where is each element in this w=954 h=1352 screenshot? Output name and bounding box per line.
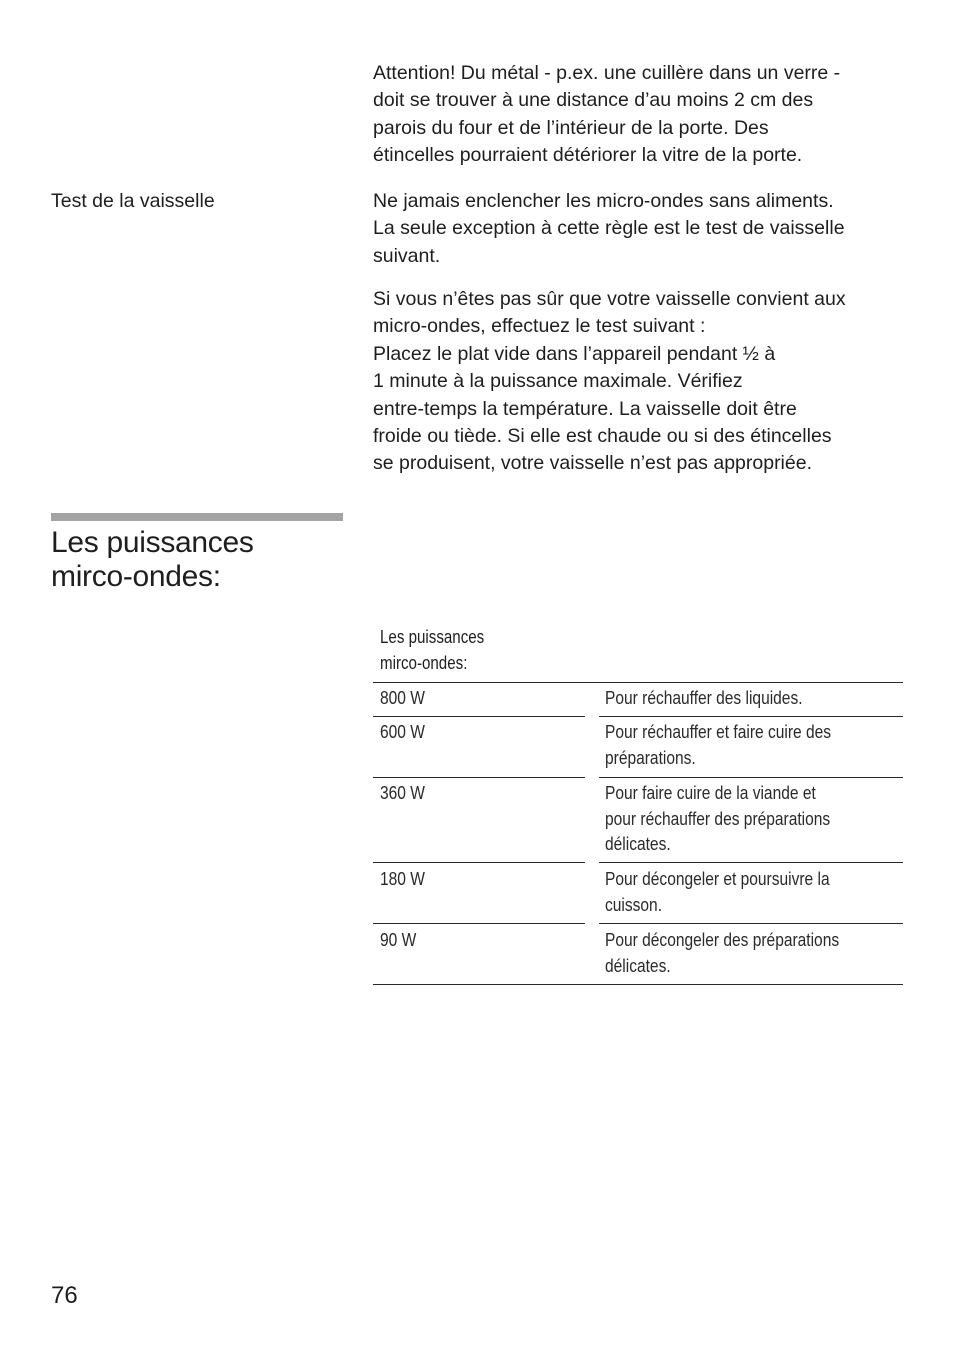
text-line: doit se trouver à une distance d’au moins 2 cm des: [373, 89, 814, 112]
text-line: froide ou tiède. Si elle est chaude ou si des étincelles: [373, 425, 832, 448]
table-cell-power: 600 W: [380, 721, 425, 742]
dish-test-paragraph: [373, 286, 913, 478]
text-line: Ne jamais enclencher les micro-ondes sans aliments.: [373, 190, 834, 212]
table-header-line: mirco-ondes:: [380, 653, 468, 673]
usage-line: Pour réchauffer et faire cuire des: [605, 721, 832, 742]
text-line: Attention! Du métal - p.ex. une cuillère dans un verre -: [373, 62, 841, 84]
table-rule: [373, 777, 585, 778]
page-number: 76: [51, 1282, 78, 1309]
no-empty-operation-paragraph: [373, 188, 913, 270]
power-table: [373, 622, 903, 992]
usage-line: Pour réchauffer des liquides.: [605, 687, 803, 708]
table-rule: [373, 923, 585, 924]
table-cell-power: 90 W: [380, 929, 417, 950]
table-cell-power: 180 W: [380, 868, 425, 889]
table-rule: [599, 777, 903, 778]
table-cell-power: 360 W: [380, 782, 425, 803]
text-line: micro-ondes, effectuez le test suivant :: [373, 315, 706, 338]
usage-line: Pour décongeler des préparations: [605, 929, 840, 950]
usage-line: préparations.: [605, 746, 696, 768]
table-cell-usage: [605, 780, 830, 857]
table-rule: [373, 984, 903, 985]
table-rule: [599, 862, 903, 863]
usage-line: délicates.: [605, 833, 671, 855]
table-rule: [373, 716, 585, 717]
table-rule: [373, 862, 585, 863]
attention-paragraph: [373, 60, 913, 170]
table-cell-usage: [605, 866, 830, 917]
table-rule: [599, 716, 903, 717]
text-line: se produisent, votre vaisselle n’est pas appropriée.: [373, 452, 812, 475]
text-line: La seule exception à cette règle est le test de vaisselle: [373, 217, 845, 240]
table-cell-power: 800 W: [380, 687, 425, 708]
usage-line: pour réchauffer des préparations: [605, 807, 831, 829]
text-line: Placez le plat vide dans l’appareil pendant ½ à: [373, 342, 776, 365]
heading-line: Les puissances: [51, 526, 254, 559]
section-heading: [51, 526, 254, 594]
table-rule: [373, 682, 903, 683]
text-line: parois du four et de l’intérieur de la porte. Des: [373, 116, 769, 139]
text-line: étincelles pourraient détériorer la vitre de la porte.: [373, 144, 803, 167]
section-divider: [51, 513, 343, 521]
usage-line: Pour faire cuire de la viande et: [605, 782, 816, 803]
text-line: 1 minute à la puissance maximale. Vérifiez: [373, 370, 743, 393]
table-cell-usage: [605, 685, 803, 711]
table-header: [380, 624, 484, 676]
usage-line: délicates.: [605, 954, 671, 976]
side-heading-test-vaisselle: Test de la vaisselle: [51, 190, 215, 212]
table-cell-usage: [605, 719, 831, 770]
text-line: entre-temps la température. La vaisselle doit être: [373, 397, 797, 420]
usage-line: cuisson.: [605, 893, 663, 915]
usage-line: Pour décongeler et poursuivre la: [605, 868, 830, 889]
text-line: suivant.: [373, 244, 441, 267]
text-line: Si vous n’êtes pas sûr que votre vaisselle convient aux: [373, 288, 846, 310]
heading-line: mirco-ondes:: [51, 560, 221, 593]
table-rule: [599, 923, 903, 924]
table-header-line: Les puissances: [380, 627, 485, 647]
table-cell-usage: [605, 927, 839, 978]
